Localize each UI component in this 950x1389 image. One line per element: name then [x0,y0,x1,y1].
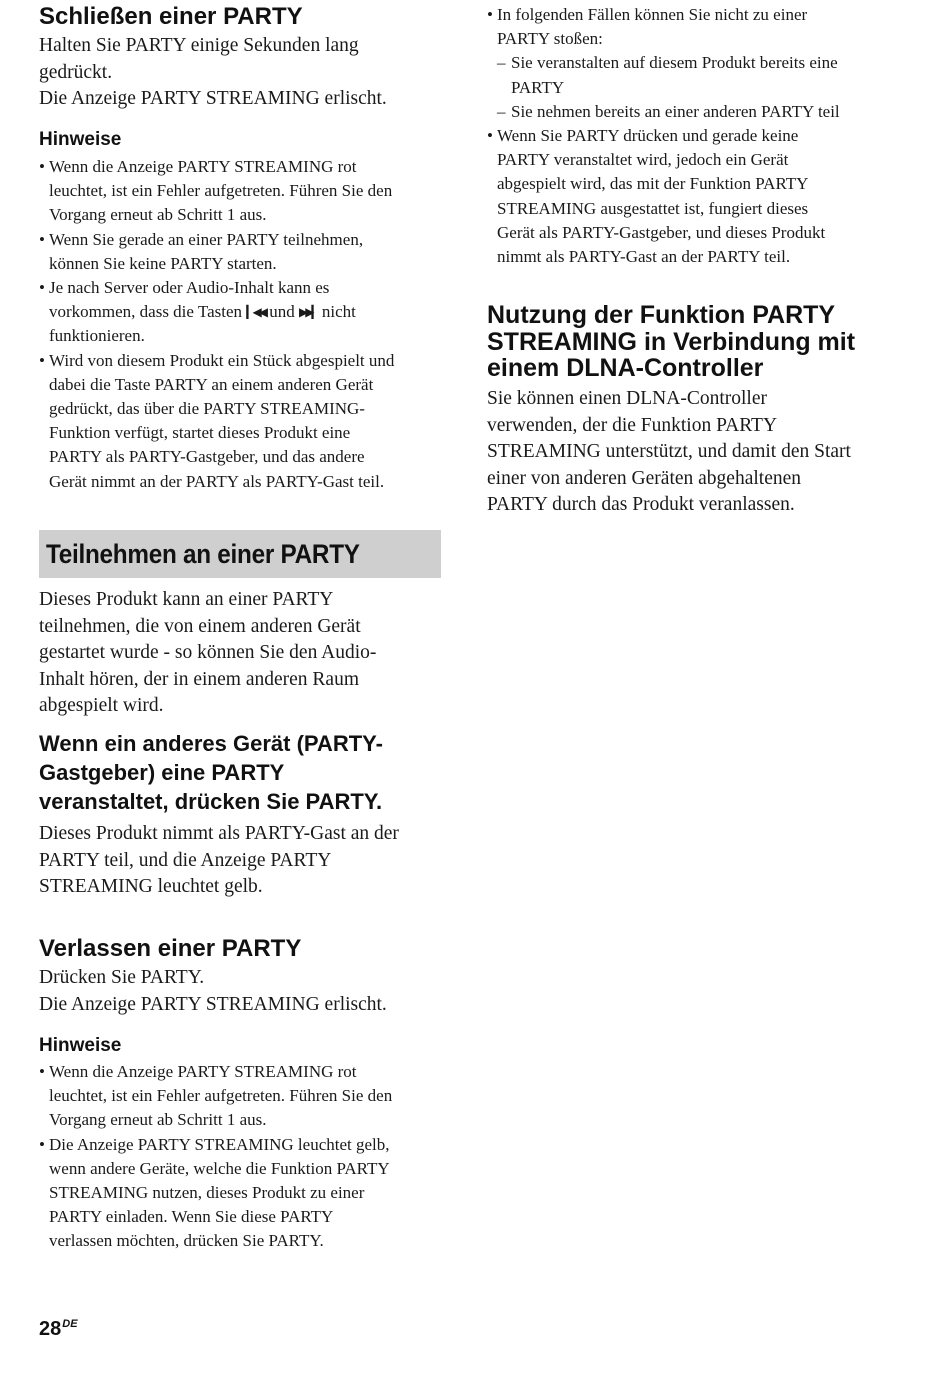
dash-line: PARTY [511,77,565,97]
exceptions-list [487,51,897,124]
body-line: PARTY teil, und die Anzeige PARTY [39,849,332,871]
body-line: Halten Sie PARTY einige Sekunden lang [39,35,359,56]
join-notes-continued [487,3,897,269]
heading-line: veranstaltet, drücken Sie PARTY. [39,789,383,814]
body-line: verwenden, der die Funktion PARTY [487,414,778,436]
note-item [487,3,897,124]
page-lang: DE [62,1318,78,1330]
close-party-notes-title [39,129,121,151]
note-line: wenn andere Geräte, welche die Funktion PARTY [49,1158,390,1178]
heading-line: Wenn ein anderes Gerät (PARTY- [39,731,383,756]
body-line: Inhalt hören, der in einem anderen Raum [39,668,360,690]
note-line: PARTY einladen. Wenn Sie diese PARTY [49,1207,334,1227]
note-line: Wenn die Anzeige PARTY STREAMING rot [49,157,357,176]
note-line: Wenn Sie gerade an einer PARTY teilnehmen, [49,229,364,249]
notes-title: Hinweise [39,1035,122,1056]
body-line: teilnehmen, die von einem anderen Gerät [39,615,361,637]
bullet: • [487,126,493,146]
notes-title: Hinweise [39,129,122,150]
leave-party-heading: Verlassen einer PARTY [39,935,302,962]
dash: – [497,53,506,73]
close-party-section [39,3,303,30]
bullet: • [39,1134,45,1154]
note-line: Wenn die Anzeige PARTY STREAMING rot [49,1062,357,1081]
body-line: Sie können einen DLNA-Controller [487,388,767,409]
bullet: • [39,278,45,298]
leave-party-section [39,935,301,962]
section-title-text: Teilnehmen an einer PARTY [46,539,360,569]
body-line: STREAMING unterstützt, und damit den Start [487,441,851,462]
body-line: abgespielt wird. [39,695,164,716]
leave-party-notes-title [39,1035,121,1057]
note-line: Vorgang erneut ab Schritt 1 aus. [49,1110,267,1130]
body-line: Die Anzeige PARTY STREAMING erlischt. [39,88,387,109]
note-item [39,276,444,349]
note-line: abgespielt wird, das mit der Funktion PARTY [497,174,809,194]
note-line: leuchtet, ist ein Fehler aufgetreten. Führen Sie den [49,1086,393,1106]
note-line: leuchtet, ist ein Fehler aufgetreten. Führen Sie den [49,181,393,201]
note-line: und [269,302,295,322]
dlna-body [487,386,897,519]
bullet: • [487,5,493,24]
page-number [39,1318,78,1341]
note-line: nicht [321,302,356,322]
body-line: Drücken Sie PARTY. [39,967,205,988]
leave-party-body [39,965,441,1018]
heading-line: STREAMING in Verbindung mit [487,327,856,356]
note-line: PARTY stoßen: [497,29,603,49]
note-item [39,228,444,276]
note-item [39,1060,444,1133]
dlna-heading [487,302,907,382]
body-line: STREAMING leuchtet gelb. [39,876,263,897]
note-item [39,1133,444,1254]
body-line: Die Anzeige PARTY STREAMING erlischt. [39,993,387,1015]
dash: – [497,101,506,121]
note-item [39,349,444,494]
note-line: verlassen möchten, drücken Sie PARTY. [49,1231,324,1251]
dash-item [487,51,897,99]
close-party-heading: Schließen einer PARTY [39,3,303,30]
note-item [39,155,444,228]
note-line: funktionieren. [49,326,145,346]
note-line: Funktion verfügt, startet dieses Produkt eine [49,423,351,443]
close-party-notes [39,155,444,494]
note-line: PARTY als PARTY-Gastgeber, und das andere [49,447,365,467]
note-item [487,124,897,269]
note-line: nimmt als PARTY-Gast an der PARTY teil. [497,247,791,267]
bullet: • [39,350,45,370]
bullet: • [39,1062,45,1081]
note-line: Die Anzeige PARTY STREAMING leuchtet gelb, [49,1134,390,1154]
previous-track-icon: ▎◀◀ [246,305,265,320]
note-line: können Sie keine PARTY starten. [49,253,277,273]
dash-line: Sie nehmen bereits an einer anderen PARTY teil [511,101,840,121]
heading-line: Gastgeber) eine PARTY [39,760,285,785]
next-track-icon: ▶▶▎ [298,305,318,320]
note-line: PARTY veranstaltet wird, jedoch ein Gerät [497,150,789,170]
dash-item [487,100,897,124]
body-line: Dieses Produkt nimmt als PARTY-Gast an der [39,823,399,844]
bullet: • [39,229,45,249]
join-party-section-title [39,530,441,578]
leave-party-notes [39,1060,444,1254]
join-intro [39,587,441,720]
page-number-value: 28 [39,1318,62,1340]
bullet: • [39,157,45,176]
note-line: vorkommen, dass die Tasten [49,302,243,322]
body-line: gedrückt. [39,61,113,83]
host-step-heading [39,729,441,816]
note-line: STREAMING ausgestattet ist, fungiert dieses [497,198,809,218]
note-line: gedrückt, das über die PARTY STREAMING- [49,399,365,419]
host-step-body [39,821,441,901]
body-line: einer von anderen Geräten abgehaltenen [487,467,801,489]
note-line: Je nach Server oder Audio-Inhalt kann es [49,278,330,298]
body-line: Dieses Produkt kann an einer PARTY [39,589,334,610]
note-line: Gerät als PARTY-Gastgeber, und dieses Produkt [497,222,826,242]
note-line: Wenn Sie PARTY drücken und gerade keine [497,126,799,146]
note-line: In folgenden Fällen können Sie nicht zu einer [497,5,808,24]
note-line: Wird von diesem Produkt ein Stück abgespielt und [49,350,395,370]
body-line: gestartet wurde - so können Sie den Audio- [39,642,377,663]
close-party-body [39,33,441,113]
note-line: Vorgang erneut ab Schritt 1 aus. [49,205,267,225]
note-line: Gerät nimmt an der PARTY als PARTY-Gast teil. [49,471,385,491]
body-line: PARTY durch das Produkt veranlassen. [487,494,795,515]
dash-line: Sie veranstalten auf diesem Produkt bereits eine [511,53,838,73]
heading-line: einem DLNA-Controller [487,354,764,382]
heading-line: Nutzung der Funktion PARTY [487,301,836,329]
note-line: dabei die Taste PARTY an einem anderen Gerät [49,374,374,394]
note-line: STREAMING nutzen, dieses Produkt zu einer [49,1183,365,1203]
